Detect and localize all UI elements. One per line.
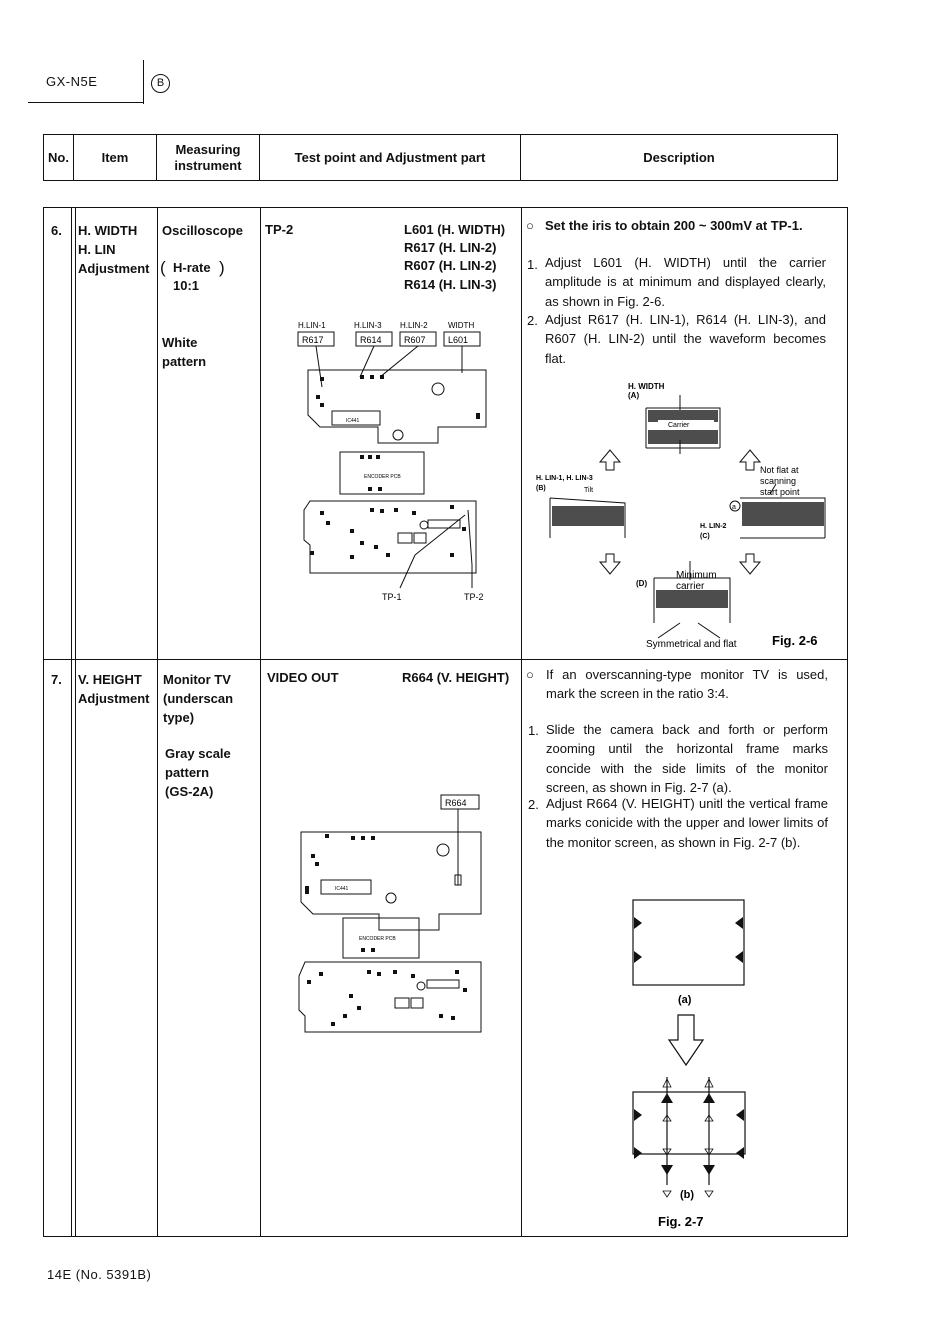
row7-number: 7. [51, 672, 62, 687]
row6-testpoint: TP-2 [265, 222, 294, 237]
row7-pattern-2: pattern [165, 765, 210, 780]
step-number: 2. [527, 313, 538, 328]
col-measuring: Measuring instrument [156, 135, 259, 181]
row7-part: R664 (V. HEIGHT) [402, 670, 510, 685]
col-no: No. [44, 135, 74, 181]
fig-a-title: H. WIDTH [628, 382, 665, 391]
row7-item-1: V. HEIGHT [78, 672, 142, 687]
row6-item-2: H. LIN [78, 242, 116, 257]
label-r664: R664 [445, 798, 467, 808]
row6-number: 6. [51, 223, 62, 238]
bullet-marker: ○ [526, 218, 534, 233]
label-ic: IC441 [335, 886, 349, 892]
label-hlin1: H.LIN-1 [298, 321, 326, 330]
fig-minimum-1: Minimum [676, 570, 717, 581]
label-l601: L601 [448, 335, 469, 345]
fig-d-tag: (D) [636, 579, 648, 588]
col-item: Item [73, 135, 156, 181]
row7-step2: Adjust R664 (V. HEIGHT) unitl the vertical frame marks conicide with the upper and lower limits of the monitor screen, as shown in Fig. 2-7 (b). [546, 796, 828, 850]
col-testpoint: Test point and Adjustment part [259, 135, 520, 181]
fig-2-7-caption: Fig. 2-7 [658, 1214, 704, 1229]
fig-a-tag: (A) [628, 391, 640, 400]
bracket-open: ( [160, 258, 166, 277]
label-width: WIDTH [448, 321, 475, 330]
fig-c-title: H. LIN-2 [700, 523, 727, 530]
divider [28, 102, 144, 103]
fig-marker: a [732, 504, 736, 511]
row7-item-2: Adjustment [78, 691, 150, 706]
row7-instrument-3: type) [163, 710, 195, 725]
fig-c-tag: (C) [700, 533, 710, 540]
divider [521, 207, 522, 1237]
step-number: 2. [528, 797, 539, 812]
model-number: GX-N5E [46, 74, 98, 89]
pcb-diagram [290, 315, 510, 605]
frame-marks-figure [625, 895, 755, 1235]
row7-pattern-3: (GS-2A) [165, 784, 214, 799]
step-number: 1. [528, 723, 539, 738]
row6-instrument: Oscilloscope [162, 223, 243, 238]
row6-hrate: H-rate [173, 260, 211, 275]
row6-item-1: H. WIDTH [78, 223, 138, 238]
region-badge: B [151, 74, 170, 93]
label-encoder: ENCODER PCB [359, 936, 396, 942]
row7-overscan-note: If an overscanning-type monitor TV is used, mark the screen in the ratio 3:4. [546, 667, 828, 702]
row6-pattern-1: White [162, 335, 198, 350]
row6-part-1: L601 (H. WIDTH) [404, 222, 506, 237]
row6-step2: Adjust R617 (H. LIN-1), R614 (H. LIN-3), and R607 (H. LIN-2) until the waveform becomes flat. [545, 312, 826, 366]
divider [71, 207, 72, 1237]
fig-notflat-2: scanning [760, 476, 797, 486]
row7-pattern-1: Gray scale [165, 746, 231, 761]
bracket-close: ) [219, 258, 225, 277]
column-header [43, 134, 838, 181]
fig-symmetrical: Symmetrical and flat [646, 639, 737, 650]
row6-part-4: R614 (H. LIN-3) [404, 277, 497, 292]
label-tp2: TP-2 [464, 592, 484, 602]
fig-a-label: (a) [678, 994, 692, 1006]
label-ic: IC441 [346, 418, 360, 424]
bullet-marker: ○ [526, 667, 534, 682]
row6-step1: Adjust L601 (H. WIDTH) until the carrier amplitude is at minimum and displayed clearly, as shown in Fig. 2-6. [545, 255, 826, 309]
row6-item-3: Adjustment [78, 261, 150, 276]
divider [75, 207, 76, 1237]
row-divider [43, 659, 848, 660]
label-tp1: TP-1 [382, 592, 402, 602]
fig-notflat-3: start point [760, 487, 800, 497]
row7-testpoint: VIDEO OUT [267, 670, 339, 685]
divider [260, 207, 261, 1237]
label-r617: R617 [302, 335, 324, 345]
divider [143, 60, 144, 104]
fig-carrier: Carrier [668, 422, 690, 429]
row6-part-2: R617 (H. LIN-2) [404, 240, 497, 255]
row7-step1: Slide the camera back and forth or perform zooming until the horizontal frame marks concide with the side limits of the monitor screen, as shown in Fig. 2-7 (a). [546, 722, 828, 795]
fig-b-title: H. LIN-1, H. LIN-3 [536, 475, 593, 482]
fig-notflat-1: Not flat at [760, 465, 799, 475]
step-number: 1. [527, 257, 538, 272]
label-encoder: ENCODER PCB [364, 474, 401, 480]
label-hlin2: H.LIN-2 [400, 321, 428, 330]
label-r614: R614 [360, 335, 382, 345]
divider [157, 207, 158, 1237]
fig-minimum-2: carrier [676, 581, 705, 592]
fig-2-6-caption: Fig. 2-6 [772, 633, 818, 648]
fig-b-label: (b) [680, 1189, 695, 1201]
row6-ratio: 10:1 [173, 278, 200, 293]
row7-instrument-1: Monitor TV [163, 672, 231, 687]
row7-instrument-2: (underscan [163, 691, 234, 706]
row6-part-3: R607 (H. LIN-2) [404, 258, 497, 273]
label-hlin3: H.LIN-3 [354, 321, 382, 330]
label-r607: R607 [404, 335, 426, 345]
row6-pattern-2: pattern [162, 354, 207, 369]
col-description: Description [520, 135, 837, 181]
waveform-figure [530, 378, 835, 653]
row6-iris-note: Set the iris to obtain 200 ~ 300mV at TP-1. [545, 218, 803, 233]
fig-tilt: Tilt [584, 487, 594, 494]
fig-b-tag: (B) [536, 485, 546, 492]
page-footer: 14E (No. 5391B) [47, 1267, 152, 1282]
pcb-diagram [295, 790, 495, 1040]
